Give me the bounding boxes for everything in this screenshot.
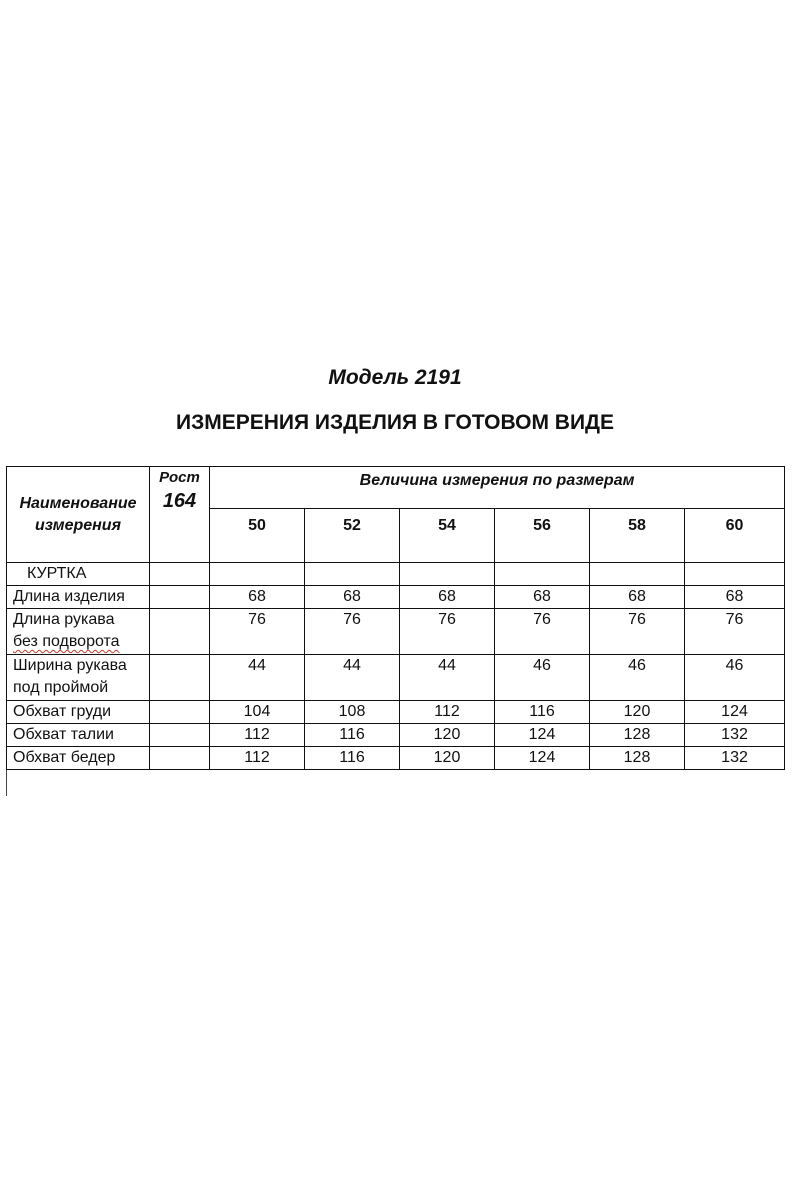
value-cell: 44 bbox=[305, 655, 400, 701]
value-cell: 46 bbox=[685, 655, 785, 701]
value-cell: 76 bbox=[305, 609, 400, 655]
height-value: 164 bbox=[162, 490, 197, 512]
value-cell: 76 bbox=[685, 609, 785, 655]
height-cell bbox=[150, 609, 210, 655]
row-name-line: Длина изделия bbox=[13, 588, 125, 605]
value-cell: 46 bbox=[495, 655, 590, 701]
header-height bbox=[150, 467, 210, 563]
table-row bbox=[7, 701, 785, 724]
value-cell: 76 bbox=[210, 609, 305, 655]
empty-cell bbox=[495, 563, 590, 586]
row-name-line: под проймой bbox=[13, 679, 109, 696]
value-cell: 116 bbox=[495, 701, 590, 724]
section-row bbox=[7, 563, 785, 586]
row-name-line-text: без подворота bbox=[13, 633, 120, 650]
height-cell bbox=[150, 655, 210, 701]
height-cell bbox=[150, 586, 210, 609]
row-name-line bbox=[13, 631, 149, 653]
empty-cell bbox=[400, 563, 495, 586]
empty-cell bbox=[305, 563, 400, 586]
value-cell: 120 bbox=[400, 747, 495, 770]
row-name bbox=[7, 701, 150, 724]
row-name bbox=[7, 724, 150, 747]
empty-cell bbox=[210, 563, 305, 586]
value-cell: 76 bbox=[590, 609, 685, 655]
row-name-line: Длина рукава bbox=[13, 611, 115, 628]
value-cell: 68 bbox=[400, 586, 495, 609]
value-cell: 120 bbox=[400, 724, 495, 747]
table-row bbox=[7, 655, 785, 701]
row-name bbox=[7, 586, 150, 609]
value-cell: 132 bbox=[685, 724, 785, 747]
document-title: ИЗМЕРЕНИЯ ИЗДЕЛИЯ В ГОТОВОМ ВИДЕ bbox=[175, 411, 615, 434]
header-measurement-name bbox=[7, 467, 150, 563]
row-name-line: Обхват бедер bbox=[13, 749, 116, 766]
height-cell bbox=[150, 747, 210, 770]
value-cell: 112 bbox=[400, 701, 495, 724]
value-cell: 124 bbox=[495, 724, 590, 747]
row-name bbox=[7, 655, 150, 701]
value-cell: 128 bbox=[590, 724, 685, 747]
size-60: 60 bbox=[685, 509, 785, 563]
value-cell: 124 bbox=[685, 701, 785, 724]
section-label: КУРТКА bbox=[7, 563, 150, 586]
size-58: 58 bbox=[590, 509, 685, 563]
height-cell bbox=[150, 724, 210, 747]
value-cell: 76 bbox=[495, 609, 590, 655]
value-cell: 68 bbox=[590, 586, 685, 609]
size-52: 52 bbox=[305, 509, 400, 563]
value-cell: 132 bbox=[685, 747, 785, 770]
row-name-line: Ширина рукава bbox=[13, 657, 127, 674]
size-56: 56 bbox=[495, 509, 590, 563]
table-row bbox=[7, 586, 785, 609]
value-cell: 68 bbox=[495, 586, 590, 609]
size-50: 50 bbox=[210, 509, 305, 563]
empty-cell bbox=[590, 563, 685, 586]
row-name bbox=[7, 609, 150, 655]
row-name-line: Обхват талии bbox=[13, 726, 114, 743]
header-sizes-caption: Величина измерения по размерам bbox=[210, 467, 785, 509]
height-label: Рост bbox=[159, 469, 200, 486]
value-cell: 116 bbox=[305, 747, 400, 770]
header-name-line1: Наименование bbox=[19, 494, 137, 512]
model-title: Модель 2191 bbox=[328, 366, 462, 389]
value-cell: 44 bbox=[400, 655, 495, 701]
table-row bbox=[7, 724, 785, 747]
table-edge-line bbox=[6, 770, 7, 796]
value-cell: 68 bbox=[305, 586, 400, 609]
table-row bbox=[7, 609, 785, 655]
value-cell: 104 bbox=[210, 701, 305, 724]
value-cell: 46 bbox=[590, 655, 685, 701]
height-cell bbox=[150, 701, 210, 724]
value-cell: 68 bbox=[210, 586, 305, 609]
value-cell: 116 bbox=[305, 724, 400, 747]
value-cell: 44 bbox=[210, 655, 305, 701]
row-name bbox=[7, 747, 150, 770]
empty-cell bbox=[685, 563, 785, 586]
value-cell: 128 bbox=[590, 747, 685, 770]
value-cell: 112 bbox=[210, 747, 305, 770]
size-54: 54 bbox=[400, 509, 495, 563]
header-row-top bbox=[7, 467, 785, 509]
table-row bbox=[7, 747, 785, 770]
measurements-table bbox=[6, 466, 785, 770]
value-cell: 68 bbox=[685, 586, 785, 609]
value-cell: 112 bbox=[210, 724, 305, 747]
value-cell: 124 bbox=[495, 747, 590, 770]
header-name-line2: измерения bbox=[35, 516, 121, 534]
row-name-line: Обхват груди bbox=[13, 703, 112, 720]
empty-cell bbox=[150, 563, 210, 586]
value-cell: 120 bbox=[590, 701, 685, 724]
value-cell: 108 bbox=[305, 701, 400, 724]
value-cell: 76 bbox=[400, 609, 495, 655]
